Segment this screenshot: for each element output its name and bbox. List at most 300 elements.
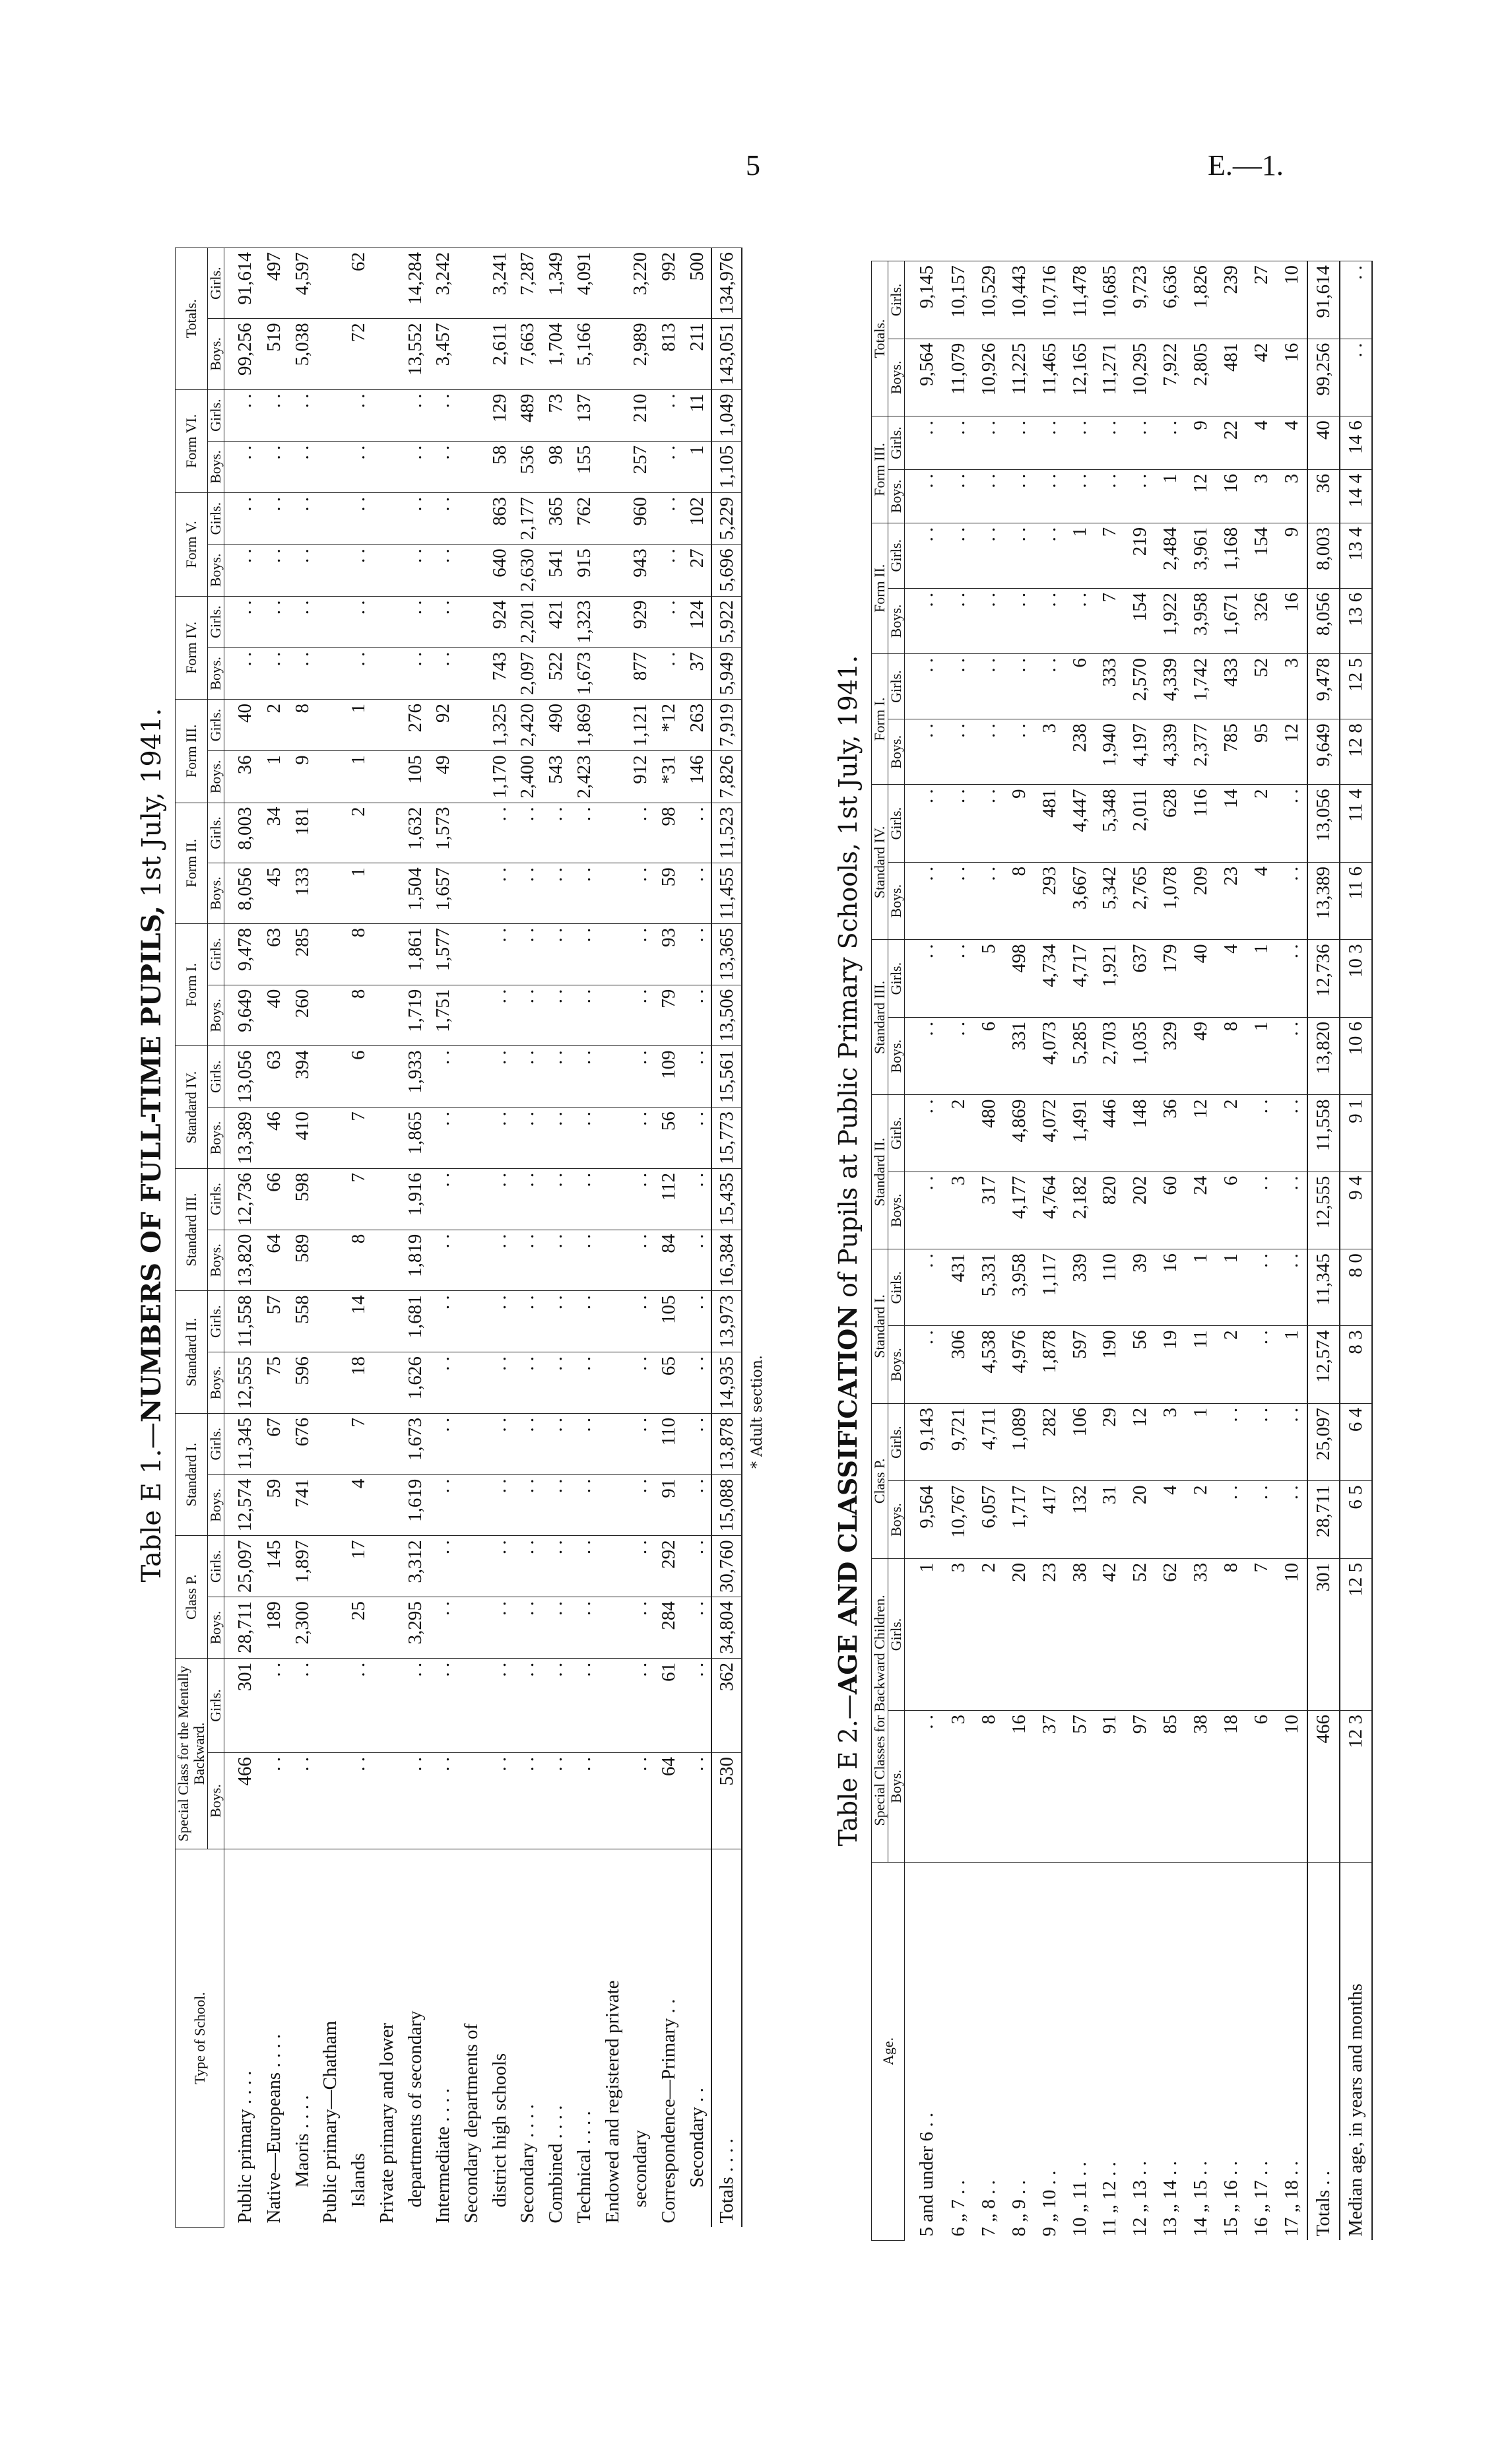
table-cell: . .: [542, 923, 570, 985]
table-cell: . .: [973, 785, 1004, 863]
row-label: 15 „ 16 . .: [1216, 1863, 1246, 2241]
table-cell: 292: [655, 1536, 683, 1597]
table-row: [905, 261, 944, 2241]
table-cell: . .: [626, 1291, 655, 1352]
table-cell: [598, 1168, 626, 1230]
table-cell: 63: [260, 1046, 288, 1108]
table-cell: . .: [905, 1326, 944, 1404]
header-group: Totals.: [176, 248, 208, 390]
table-e2-title-suffix: of Pupils at Public Primary Schools, 1st July, 1941.: [834, 655, 863, 1298]
table-cell: 110: [1095, 1249, 1125, 1326]
table-cell: . .: [1065, 416, 1095, 470]
median-row-cell: 9 1: [1340, 1095, 1372, 1172]
table-cell: [372, 1413, 401, 1474]
table-cell: . .: [542, 1291, 570, 1352]
table-cell: 9,649: [224, 985, 260, 1046]
header-boys: Boys.: [208, 751, 224, 803]
table-cell: 820: [1095, 1172, 1125, 1249]
table-cell: . .: [626, 1753, 655, 1849]
table-cell: 8,056: [224, 863, 260, 924]
table-cell: [457, 248, 486, 319]
table-cell: [372, 700, 401, 751]
table-cell: 137: [570, 389, 598, 441]
header-group: Form V.: [176, 493, 208, 597]
table-cell: 497: [260, 248, 288, 319]
table-cell: 2,989: [626, 319, 655, 389]
table-cell: . .: [905, 1249, 944, 1326]
table-cell: . .: [542, 985, 570, 1046]
table-cell: 3: [943, 1710, 973, 1862]
row-label: secondary: [626, 1849, 655, 2228]
table-cell: . .: [626, 1474, 655, 1536]
table-cell: 2,420: [513, 700, 542, 751]
table-cell: 110: [655, 1413, 683, 1474]
table-cell: 3: [1246, 469, 1276, 523]
table-cell: 9,564: [905, 339, 944, 416]
table-cell: 17: [345, 1536, 373, 1597]
table-cell: 257: [626, 441, 655, 492]
table-cell: [598, 441, 626, 492]
table-cell: 11: [682, 389, 711, 441]
table-cell: 14: [345, 1291, 373, 1352]
page-number: 5: [746, 149, 760, 182]
table-cell: . .: [1276, 1172, 1307, 1249]
row-label: 12 „ 13 . .: [1125, 1863, 1155, 2241]
header-boys: Boys.: [208, 545, 224, 596]
table-cell: . .: [485, 1291, 513, 1352]
totals-row-label: Totals . . . .: [711, 1849, 742, 2228]
table-cell: . .: [1246, 1172, 1276, 1249]
totals-row-cell: 13,820: [1307, 1017, 1340, 1095]
table-cell: *12: [655, 700, 683, 751]
table-cell: 57: [260, 1291, 288, 1352]
table-cell: 154: [1246, 523, 1276, 588]
table-e1-title-bold: NUMBERS OF FULL-TIME PUPILS,: [136, 905, 167, 1423]
header-girls: Girls.: [888, 523, 905, 588]
totals-row-cell: 15,435: [711, 1168, 742, 1230]
table-row: [1155, 261, 1185, 2241]
table-cell: [598, 803, 626, 863]
table-cell: . .: [1246, 1403, 1276, 1481]
table-cell: [457, 863, 486, 924]
table-cell: 10,295: [1125, 339, 1155, 416]
header-group: Standard IV.: [176, 1046, 208, 1169]
table-cell: . .: [429, 1536, 457, 1597]
table-row: [626, 248, 655, 2228]
table-cell: . .: [905, 1710, 944, 1862]
table-cell: 1,035: [1125, 1017, 1155, 1095]
table-cell: . .: [260, 441, 288, 492]
table-cell: . .: [570, 1753, 598, 1849]
table-cell: 333: [1095, 654, 1125, 719]
table-cell: [372, 1291, 401, 1352]
row-label: 10 „ 11 . .: [1065, 1863, 1095, 2241]
table-cell: [598, 319, 626, 389]
row-label: 11 „ 12 . .: [1095, 1863, 1125, 2241]
table-cell: 431: [943, 1249, 973, 1326]
totals-row-cell: 5,949: [711, 647, 742, 699]
table-cell: 2: [943, 1095, 973, 1172]
table-cell: [457, 1413, 486, 1474]
table-row: [1125, 261, 1155, 2241]
table-cell: [457, 1352, 486, 1414]
totals-row-cell: 9,649: [1307, 719, 1340, 785]
table-cell: 4,597: [288, 248, 316, 319]
table-cell: [457, 1291, 486, 1352]
table-cell: . .: [626, 1536, 655, 1597]
table-cell: 929: [626, 596, 655, 647]
table-cell: 29: [1095, 1403, 1125, 1481]
table-cell: 11,478: [1065, 261, 1095, 339]
table-cell: [316, 1168, 345, 1230]
header-group: Standard II.: [176, 1291, 208, 1414]
table-cell: 3,457: [429, 319, 457, 389]
table-e2-container: [825, 261, 1373, 2241]
table-cell: . .: [429, 1753, 457, 1849]
table-cell: [372, 493, 401, 545]
table-cell: . .: [513, 1168, 542, 1230]
table-cell: . .: [345, 441, 373, 492]
table-row: [1246, 261, 1276, 2241]
table-cell: 1: [345, 863, 373, 924]
table-cell: 6: [1216, 1172, 1246, 1249]
table-cell: . .: [905, 785, 944, 863]
table-cell: [457, 700, 486, 751]
totals-row-cell: 12,555: [1307, 1172, 1340, 1249]
table-cell: . .: [943, 654, 973, 719]
row-label: departments of secondary: [401, 1849, 429, 2228]
table-cell: 2: [1246, 785, 1276, 863]
table-cell: [372, 985, 401, 1046]
table-cell: . .: [345, 1658, 373, 1752]
table-cell: 365: [542, 493, 570, 545]
table-cell: 8: [288, 700, 316, 751]
table-cell: . .: [288, 493, 316, 545]
table-cell: [598, 1291, 626, 1352]
totals-row-cell: 13,506: [711, 985, 742, 1046]
table-cell: . .: [943, 940, 973, 1018]
table-cell: 6: [973, 1017, 1004, 1095]
table-e1-title: [129, 248, 175, 2043]
table-cell: . .: [1246, 1249, 1276, 1326]
table-cell: 3,241: [485, 248, 513, 319]
table-cell: 543: [542, 751, 570, 803]
table-cell: 20: [1125, 1481, 1155, 1559]
table-cell: 1,632: [401, 803, 429, 863]
table-cell: 522: [542, 647, 570, 699]
table-cell: 10,926: [973, 339, 1004, 416]
header-girls: Girls.: [888, 785, 905, 863]
table-cell: . .: [401, 1658, 429, 1752]
row-label: 6 „ 7 . .: [943, 1863, 973, 2241]
table-cell: 7: [345, 1168, 373, 1230]
table-cell: 8: [1216, 1017, 1246, 1095]
table-cell: . .: [260, 493, 288, 545]
table-cell: 132: [1065, 1481, 1095, 1559]
table-cell: . .: [1004, 469, 1034, 523]
table-cell: 743: [485, 647, 513, 699]
row-label: Intermediate . . . .: [429, 1849, 457, 2228]
table-cell: 3: [943, 1172, 973, 1249]
table-cell: . .: [655, 647, 683, 699]
table-cell: . .: [682, 1108, 711, 1169]
header-girls: Girls.: [888, 1558, 905, 1710]
totals-row-cell: 99,256: [1307, 339, 1340, 416]
table-cell: 293: [1034, 862, 1065, 940]
table-cell: [316, 1474, 345, 1536]
table-cell: . .: [513, 1413, 542, 1474]
table-cell: . .: [288, 441, 316, 492]
table-cell: . .: [655, 389, 683, 441]
table-cell: . .: [1125, 416, 1155, 470]
header-girls: Girls.: [208, 1168, 224, 1230]
table-cell: 10: [1276, 1710, 1307, 1862]
table-cell: . .: [973, 416, 1004, 470]
table-cell: [457, 803, 486, 863]
header-girls: Girls.: [208, 1046, 224, 1108]
table-cell: 7: [345, 1413, 373, 1474]
table-cell: . .: [1246, 1326, 1276, 1404]
table-cell: 27: [1246, 261, 1276, 339]
table-cell: . .: [429, 1597, 457, 1659]
header-girls: Girls.: [888, 1095, 905, 1172]
table-cell: 282: [1034, 1403, 1065, 1481]
table-cell: 65: [655, 1352, 683, 1414]
table-cell: 2,177: [513, 493, 542, 545]
median-row-cell: 12 3: [1340, 1710, 1372, 1862]
table-cell: [457, 493, 486, 545]
table-cell: 11,345: [224, 1413, 260, 1474]
table-cell: [372, 1753, 401, 1849]
table-cell: . .: [485, 863, 513, 924]
table-cell: 62: [345, 248, 373, 319]
table-cell: . .: [1004, 416, 1034, 470]
table-cell: 597: [1065, 1326, 1095, 1404]
table-cell: 6: [1246, 1710, 1276, 1862]
table-cell: 306: [943, 1326, 973, 1404]
totals-row-cell: 362: [711, 1658, 742, 1752]
totals-row: [1307, 261, 1340, 2241]
table-cell: . .: [682, 1291, 711, 1352]
table-cell: 12: [1185, 469, 1216, 523]
header-boys: Boys.: [208, 441, 224, 492]
header-group: Form II.: [176, 803, 208, 923]
median-row-cell: 13 6: [1340, 588, 1372, 653]
header-boys: Boys.: [208, 319, 224, 389]
table-cell: 46: [260, 1108, 288, 1169]
row-label: Private primary and lower: [372, 1849, 401, 2228]
table-cell: . .: [943, 523, 973, 588]
table-cell: . .: [485, 1352, 513, 1414]
header-label-column: Type of School.: [176, 1849, 224, 2228]
table-cell: . .: [260, 1658, 288, 1752]
table-cell: 536: [513, 441, 542, 492]
table-cell: [598, 1474, 626, 1536]
table-cell: . .: [429, 1046, 457, 1108]
median-row: [1340, 261, 1372, 2241]
table-cell: 1,170: [485, 751, 513, 803]
table-cell: 2: [345, 803, 373, 863]
table-cell: [316, 1352, 345, 1414]
table-cell: 285: [288, 923, 316, 985]
table-cell: 3,958: [1185, 588, 1216, 653]
table-cell: 7: [1095, 523, 1125, 588]
table-cell: . .: [1004, 523, 1034, 588]
table-cell: 179: [1155, 940, 1185, 1018]
table-cell: 4,869: [1004, 1095, 1034, 1172]
table-cell: 2,300: [288, 1597, 316, 1659]
table-cell: [372, 751, 401, 803]
table-cell: . .: [1004, 719, 1034, 785]
table-cell: [457, 985, 486, 1046]
table-cell: 116: [1185, 785, 1216, 863]
table-cell: 912: [626, 751, 655, 803]
table-cell: . .: [1276, 1095, 1307, 1172]
totals-row-cell: 14,935: [711, 1352, 742, 1414]
table-cell: 9: [288, 751, 316, 803]
header-boys: Boys.: [208, 647, 224, 699]
totals-row-cell: 11,523: [711, 803, 742, 863]
table-cell: . .: [626, 1168, 655, 1230]
table-cell: [598, 1230, 626, 1291]
table-cell: 785: [1216, 719, 1246, 785]
table-cell: 915: [570, 545, 598, 596]
table-cell: 1,671: [1216, 588, 1246, 653]
table-cell: 18: [345, 1352, 373, 1414]
table-cell: . .: [682, 863, 711, 924]
header-boys: Boys.: [888, 1710, 905, 1862]
table-cell: 2,630: [513, 545, 542, 596]
table-cell: [316, 1597, 345, 1659]
median-row-cell: 8 0: [1340, 1249, 1372, 1326]
table-cell: 36: [1155, 1095, 1185, 1172]
table-cell: . .: [626, 1597, 655, 1659]
median-row-cell: 10 6: [1340, 1017, 1372, 1095]
totals-row-cell: 8,056: [1307, 588, 1340, 653]
table-cell: . .: [905, 719, 944, 785]
table-cell: 4,976: [1004, 1326, 1034, 1404]
table-cell: . .: [682, 1352, 711, 1414]
table-cell: . .: [345, 493, 373, 545]
table-cell: 105: [655, 1291, 683, 1352]
totals-row: [711, 248, 742, 2228]
table-cell: 1: [1216, 1249, 1246, 1326]
table-cell: 1,826: [1185, 261, 1216, 339]
header-group: Special Classes for Backward Children.: [872, 1558, 888, 1862]
table-cell: 36: [224, 751, 260, 803]
header-girls: Girls.: [888, 261, 905, 339]
table-cell: 4,711: [973, 1403, 1004, 1481]
totals-row-cell: 36: [1307, 469, 1340, 523]
header-group: Standard IV.: [872, 785, 888, 940]
table-cell: . .: [570, 1046, 598, 1108]
table-cell: [372, 1536, 401, 1597]
table-cell: 8,003: [224, 803, 260, 863]
table-cell: 58: [485, 441, 513, 492]
header-group: Form III.: [176, 700, 208, 803]
table-cell: 1: [682, 441, 711, 492]
table-cell: 9: [1004, 785, 1034, 863]
table-cell: 4,091: [570, 248, 598, 319]
table-cell: 4,073: [1034, 1017, 1065, 1095]
table-cell: . .: [1276, 785, 1307, 863]
table-cell: . .: [485, 1230, 513, 1291]
table-cell: . .: [626, 863, 655, 924]
table-cell: 331: [1004, 1017, 1034, 1095]
table-cell: . .: [905, 588, 944, 653]
table-cell: 42: [1246, 339, 1276, 416]
table-cell: 2,097: [513, 647, 542, 699]
table-row: [542, 248, 570, 2228]
table-cell: 1,933: [401, 1046, 429, 1108]
table-cell: . .: [542, 1352, 570, 1414]
table-cell: . .: [1276, 1481, 1307, 1559]
table-cell: [316, 1536, 345, 1597]
table-cell: 2,201: [513, 596, 542, 647]
table-cell: 62: [1155, 1558, 1185, 1710]
table-cell: [372, 596, 401, 647]
table-cell: 10,529: [973, 261, 1004, 339]
table-cell: 59: [260, 1474, 288, 1536]
table-cell: . .: [626, 1658, 655, 1752]
table-cell: 317: [973, 1172, 1004, 1249]
table-cell: 6: [1065, 654, 1095, 719]
table-cell: . .: [224, 545, 260, 596]
table-cell: 10,685: [1095, 261, 1125, 339]
table-cell: 154: [1125, 588, 1155, 653]
header-group: Form I.: [872, 654, 888, 785]
table-cell: . .: [513, 863, 542, 924]
median-row-cell: 13 4: [1340, 523, 1372, 588]
table-cell: 1: [1065, 523, 1095, 588]
table-cell: [372, 1230, 401, 1291]
table-cell: 1,742: [1185, 654, 1216, 719]
header-label-column: Age.: [872, 1863, 905, 2241]
header-group: Standard III.: [176, 1168, 208, 1291]
table-cell: [457, 389, 486, 441]
table-cell: . .: [288, 596, 316, 647]
table-cell: . .: [542, 1108, 570, 1169]
table-cell: 992: [655, 248, 683, 319]
table-cell: [316, 1753, 345, 1849]
table-cell: 92: [429, 700, 457, 751]
table-cell: . .: [943, 785, 973, 863]
table-cell: . .: [682, 1413, 711, 1474]
table-cell: 1: [345, 751, 373, 803]
table-cell: 10,716: [1034, 261, 1065, 339]
table-cell: 4: [1216, 940, 1246, 1018]
table-cell: . .: [626, 923, 655, 985]
totals-row-cell: 1,105: [711, 441, 742, 492]
table-cell: . .: [570, 1352, 598, 1414]
table-cell: . .: [1216, 1403, 1246, 1481]
median-row-cell: 12 8: [1340, 719, 1372, 785]
table-cell: . .: [513, 1352, 542, 1414]
table-cell: 124: [682, 596, 711, 647]
table-cell: . .: [429, 1168, 457, 1230]
table-cell: [316, 1046, 345, 1108]
table-cell: 4: [345, 1474, 373, 1536]
header-girls: Girls.: [208, 923, 224, 985]
table-cell: 5,166: [570, 319, 598, 389]
table-cell: 263: [682, 700, 711, 751]
table-cell: 2,423: [570, 751, 598, 803]
table-cell: 1: [1185, 1403, 1216, 1481]
table-cell: 11,558: [224, 1291, 260, 1352]
table-cell: 863: [485, 493, 513, 545]
header-boys: Boys.: [888, 339, 905, 416]
table-cell: . .: [570, 1536, 598, 1597]
